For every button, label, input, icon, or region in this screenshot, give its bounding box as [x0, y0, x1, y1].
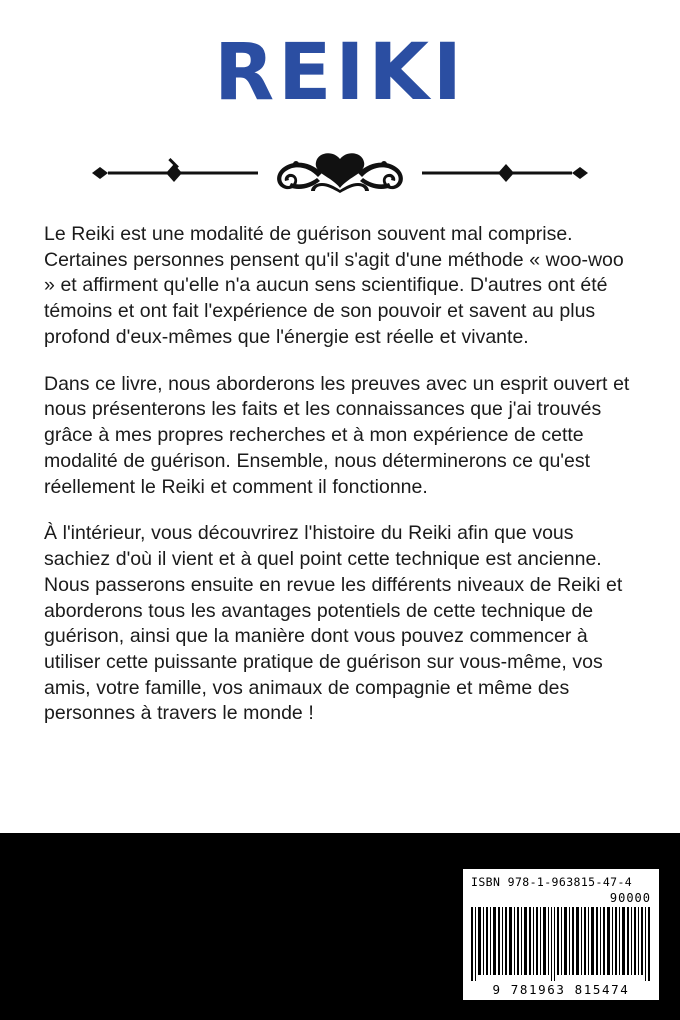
ean-digits: 9 781963 815474	[492, 982, 630, 997]
barcode-bars-icon	[469, 907, 653, 981]
filigree-divider-ornament	[90, 150, 590, 196]
paragraph-1: Le Reiki est une modalité de guérison souvent mal comprise. Certaines personnes pensent qu'il s'agit d'une méthode « woo-woo » et affirment qu'elle n'a aucun sens scientifique. D'autres ont été témoins et ont fait l'expérience de son pouvoir et savent au plus profond d'eux-mêmes que l'énergie est réelle et vivante.	[44, 223, 624, 348]
barcode-block	[463, 869, 659, 1000]
back-cover-copy	[0, 196, 680, 727]
paragraph-3: À l'intérieur, vous découvrirez l'histoire du Reiki afin que vous sachiez d'où il vient et à quel point cette technique est ancienne. Nous passerons ensuite en revue les différents niveaux de Reiki et aborderons tous les avantages potentiels de cette technique de guérison, ainsi que la manière dont vous pouvez commencer à utiliser cette puissante pratique de guérison sur vous-même, vos amis, votre famille, vos animaux de compagnie et même des personnes à travers le monde !	[44, 522, 623, 725]
isbn-label: ISBN 978-1-963815-47-4	[471, 875, 633, 889]
price-code-row	[469, 891, 651, 905]
paragraph-2: Dans ce livre, nous aborderons les preuves avec un esprit ouvert et nous présenterons les faits et les connaissances que j'ai trouvés grâce à mes propres recherches et à mon expérience de cette modalité de guérison. Ensemble, nous déterminerons ce qu'est réellement le Reiki et comment il fonctionne.	[44, 372, 630, 498]
page-title: REIKI	[214, 28, 466, 118]
price-code: 90000	[609, 891, 651, 905]
title-area	[0, 0, 680, 118]
